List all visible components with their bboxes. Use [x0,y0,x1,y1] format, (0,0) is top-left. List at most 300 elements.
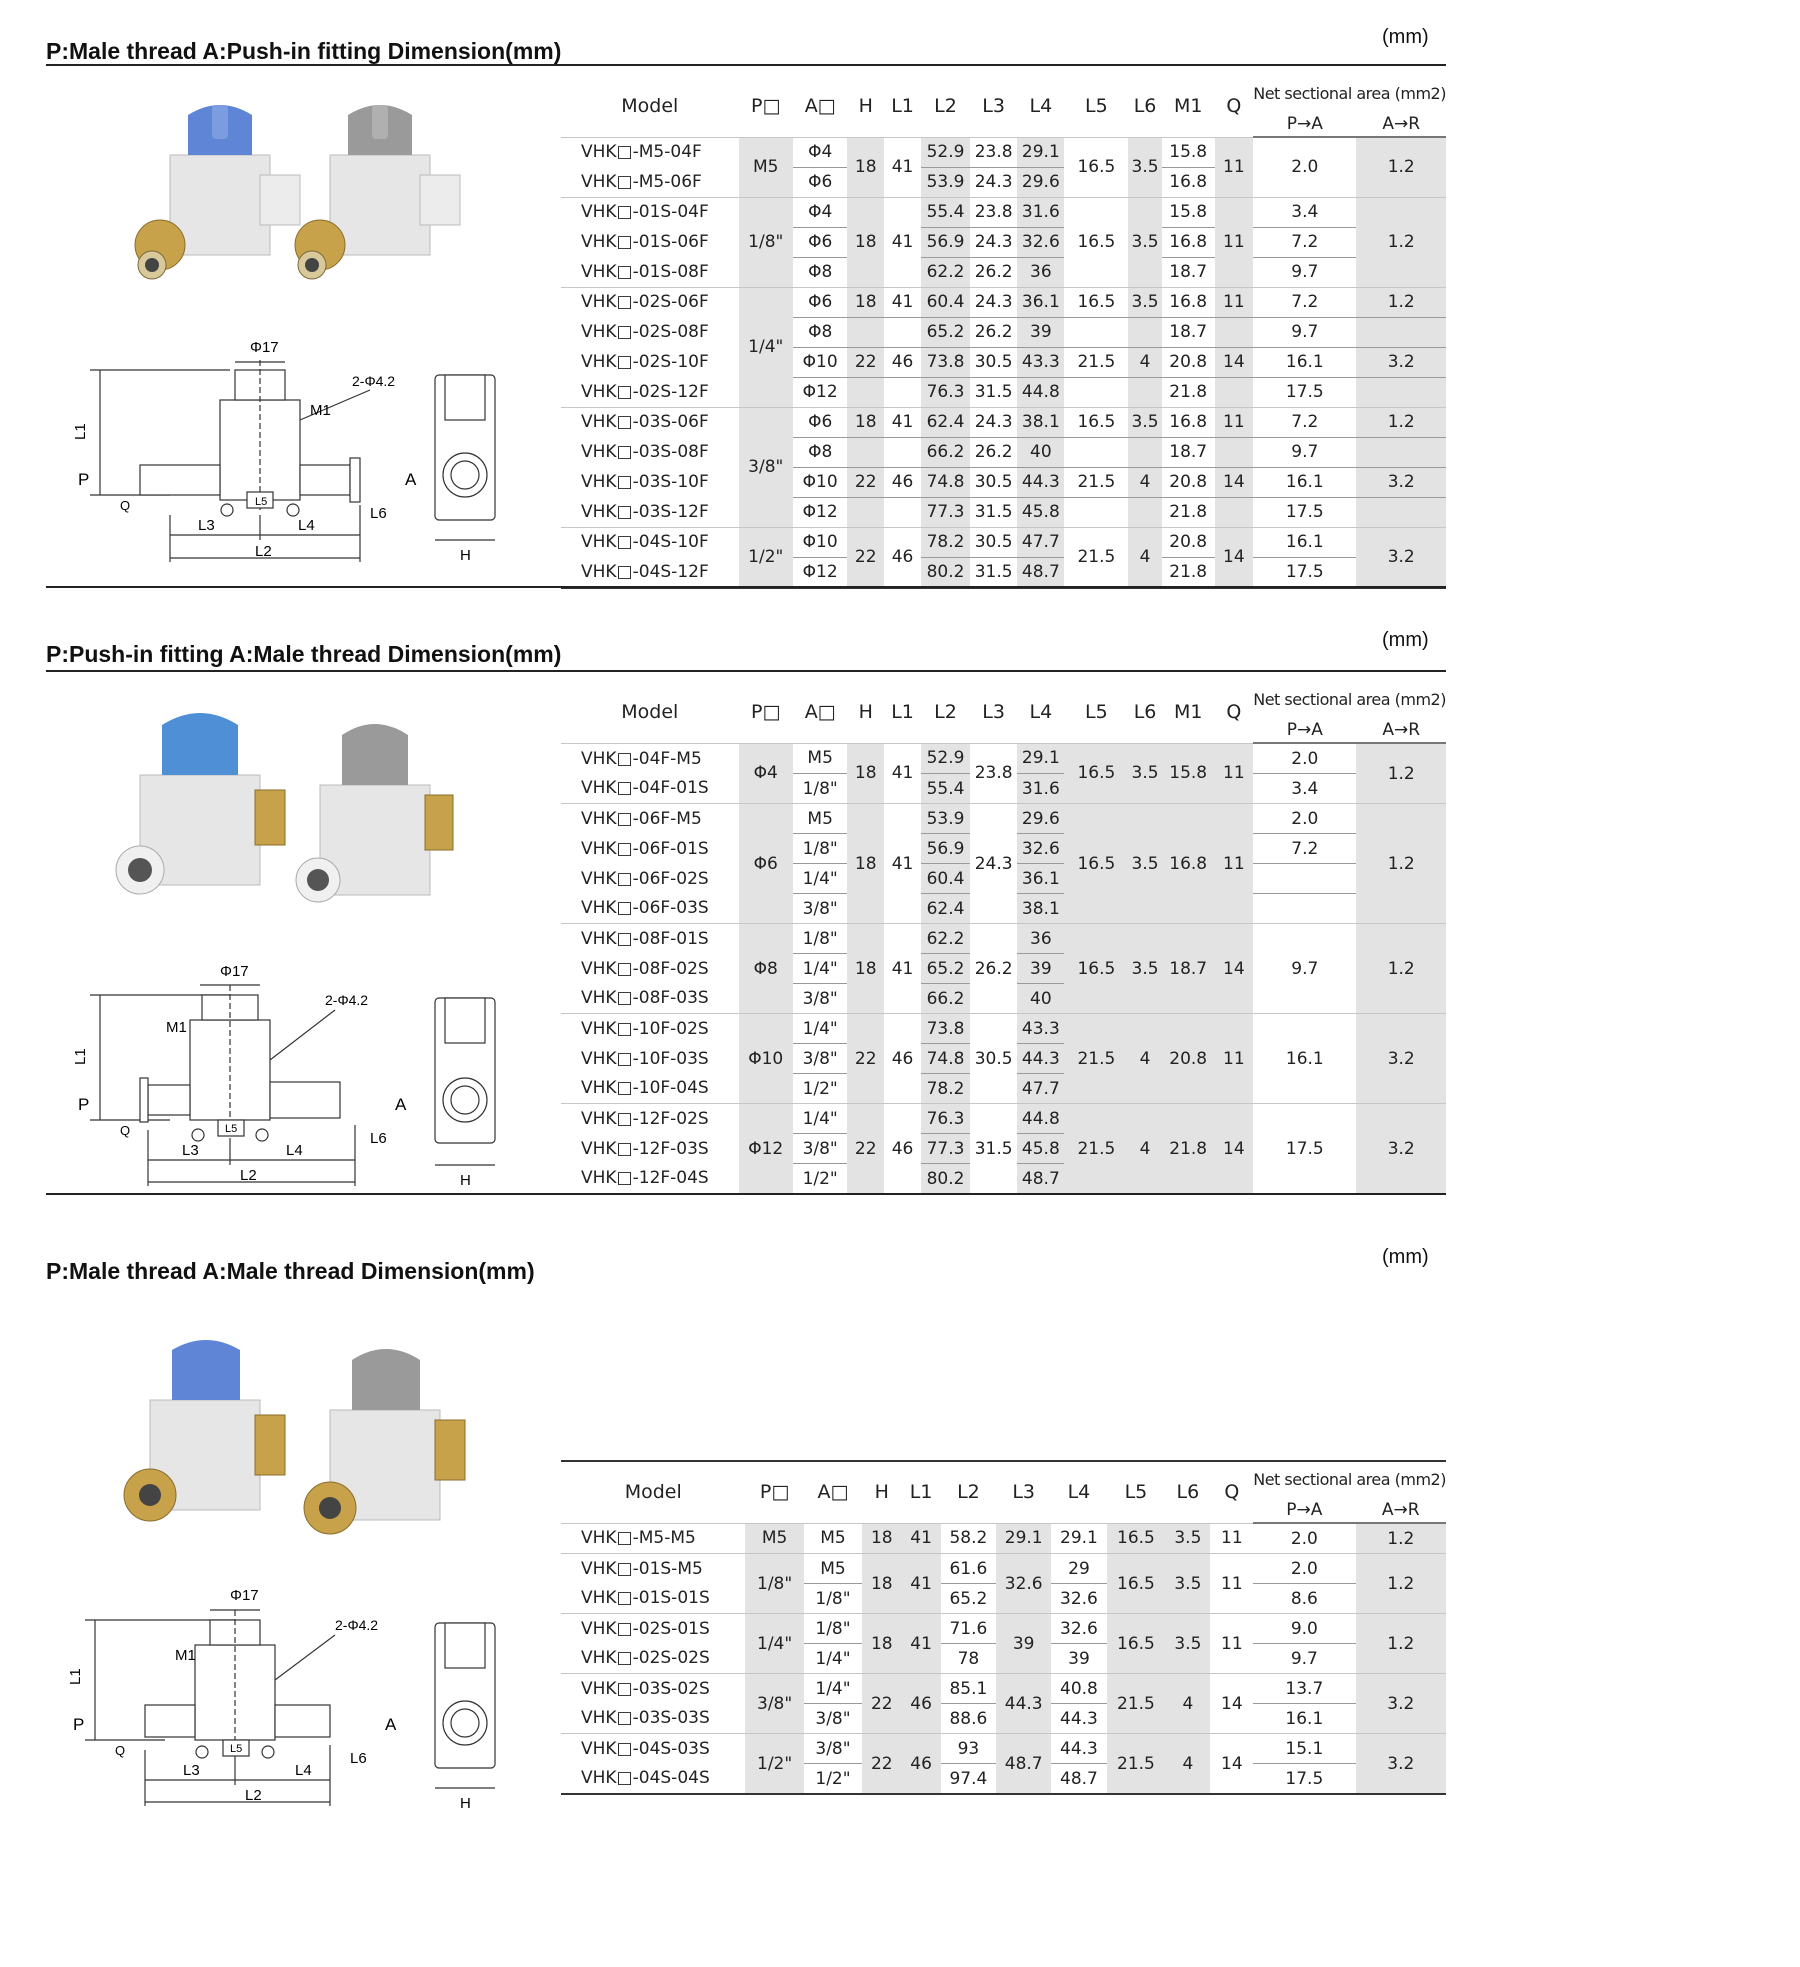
cell-l4: 39 [1017,954,1064,984]
cell-p: Φ6 [739,804,793,924]
cell-ar: 1.2 [1356,407,1446,437]
l4-label: L4 [295,1762,312,1779]
l3-label: L3 [183,1762,200,1779]
l4-label: L4 [286,1142,303,1159]
cell-l3: 24.3 [970,804,1017,924]
col-m1: M1 [1173,95,1203,118]
cell-l2: 65.2 [921,954,970,984]
cell-l1: 41 [884,407,921,437]
cell-pa: 17.5 [1253,377,1356,407]
table-row [561,227,1446,257]
cell-q: 11 [1215,743,1254,804]
cell-l3: 48.7 [996,1734,1051,1795]
cell-p: 1/8" [739,197,793,287]
cell-model: VHK□-08F-03S [581,988,709,1009]
cell-l6: 4 [1128,1014,1161,1104]
cell-l4: 38.1 [1017,894,1064,924]
cell-model: VHK□-03S-06F [561,407,739,437]
col-net-area: Net sectional area (mm2) [1253,1461,1446,1498]
cell-l5: 16.5 [1064,287,1128,317]
cell-l5: 16.5 [1107,1614,1166,1674]
cell-model: VHK□-03S-03S [581,1708,710,1729]
cell-l2: 62.2 [921,257,970,287]
cell-q [1215,497,1254,527]
cell-q: 14 [1215,1104,1254,1195]
cell-l6: 4 [1165,1674,1210,1734]
cell-h: 22 [862,1734,901,1795]
col-l3: L3 [982,95,1005,118]
cell-q: 14 [1210,1674,1253,1734]
section-1-bottom-rule [46,586,1446,588]
cell-l2: 71.6 [941,1614,996,1644]
cell-l2: 85.1 [941,1674,996,1704]
m1-label: M1 [175,1647,196,1664]
cell-h: 22 [847,527,884,588]
table-row [561,1523,1446,1554]
cell-a: 1/4" [804,1674,862,1704]
col-l6: L6 [1133,701,1157,724]
cell-pa: 9.0 [1253,1614,1355,1644]
cell-l4: 36.1 [1017,287,1064,317]
cell-model: VHK□-02S-06F [561,287,739,317]
cell-l6 [1128,317,1161,347]
cell-l5: 16.5 [1064,743,1128,804]
cell-l3: 31.5 [970,557,1017,588]
table-row [561,137,1446,167]
cell-h: 22 [847,347,884,377]
q-label: Q [120,498,131,513]
cell-l4: 48.7 [1017,557,1064,588]
cell-pa: 2.0 [1253,137,1356,197]
cell-pa [1253,894,1356,924]
section-3-title: P:Male thread A:Male thread Dimension(mm) [46,1258,535,1284]
cell-h [847,437,884,467]
cell-h [847,377,884,407]
cell-pa: 9.7 [1253,317,1356,347]
cell-l2: 62.4 [921,407,970,437]
cell-l1: 46 [884,527,921,588]
cell-h: 18 [847,287,884,317]
hole-label: 2-Φ4.2 [335,1617,379,1633]
cell-l4: 29 [1051,1554,1106,1584]
cell-l4: 38.1 [1017,407,1064,437]
cell-l2: 65.2 [941,1584,996,1614]
cell-l4: 36 [1017,924,1064,954]
col-a: A□ [804,95,836,118]
cell-l1: 41 [884,743,921,804]
cell-l4: 44.8 [1017,377,1064,407]
cell-m1: 16.8 [1162,167,1215,197]
cell-model: VHK□-10F-02S [561,1014,739,1044]
cell-l2: 62.2 [921,924,970,954]
cell-l4: 32.6 [1017,227,1064,257]
cell-m1: 21.8 [1162,497,1215,527]
cell-a: Φ10 [793,527,847,557]
cell-l3: 26.2 [970,924,1017,1014]
col-ar: A→R [1356,1498,1446,1523]
col-p: P□ [751,95,781,118]
section-2-bottom-rule [46,1193,1446,1195]
cell-m1: 16.8 [1162,287,1215,317]
cell-l1: 46 [884,1104,921,1195]
col-l1: L1 [891,701,914,724]
cell-l4: 43.3 [1017,347,1064,377]
cell-a: M5 [804,1523,862,1554]
cell-a: Φ8 [793,257,847,287]
cell-model: VHK□-10F-03S [581,1048,709,1069]
cell-q: 11 [1215,197,1254,287]
cell-l6: 3.5 [1128,924,1161,1014]
cell-pa: 2.0 [1253,1554,1355,1584]
cell-pa: 9.7 [1253,1644,1355,1674]
cell-pa: 17.5 [1253,557,1356,588]
cell-p: 1/8" [745,1554,803,1614]
cell-model: VHK□-04F-01S [581,778,709,799]
cell-pa: 16.1 [1253,527,1356,557]
col-l5: L5 [1085,95,1108,118]
cell-l2: 78 [941,1644,996,1674]
cell-ar: 1.2 [1356,197,1446,287]
cell-l1 [884,497,921,527]
hole-label: 2-Φ4.2 [352,373,396,389]
l5-label: L5 [225,1123,238,1135]
table-row [561,1104,1446,1134]
cell-a: Φ6 [793,167,847,197]
cell-q: 14 [1215,527,1254,588]
cell-l4: 44.8 [1017,1104,1064,1134]
cell-l4: 39 [1051,1644,1106,1674]
a-label: A [395,1095,407,1114]
cell-a: Φ6 [793,407,847,437]
cell-l2: 61.6 [941,1554,996,1584]
cell-l2: 73.8 [921,347,970,377]
cell-q: 11 [1215,137,1254,197]
cell-l1: 41 [884,287,921,317]
cell-a: 3/8" [793,894,847,924]
section-3-dimension-drawing [65,1580,505,1820]
cell-p: 1/2" [745,1734,803,1795]
cell-l6: 3.5 [1128,137,1161,197]
cell-l2: 80.2 [921,557,970,588]
cell-l2: 78.2 [921,527,970,557]
section-3 [0,1220,1800,1840]
table-row [561,557,1446,588]
h-label: H [460,1795,471,1812]
l5-label: L5 [255,496,268,508]
cell-l6: 4 [1128,527,1161,588]
cell-a: Φ12 [793,497,847,527]
cell-l5 [1064,437,1128,467]
cell-l4: 31.6 [1017,197,1064,227]
col-l1: L1 [901,1461,940,1523]
cell-l1 [884,437,921,467]
col-l2: L2 [934,701,957,724]
cell-m1: 18.7 [1162,437,1215,467]
cell-a: 1/4" [793,954,847,984]
cell-pa: 17.5 [1253,1104,1356,1195]
table-row [561,1554,1446,1584]
cell-m1: 16.8 [1162,804,1215,924]
col-h: H [858,701,873,724]
cell-l6 [1128,437,1161,467]
cell-l4: 44.3 [1051,1734,1106,1764]
cell-l2: 65.2 [921,317,970,347]
cell-q [1215,317,1254,347]
cell-ar: 1.2 [1356,1614,1446,1674]
col-h: H [858,95,873,118]
cell-l4: 29.1 [1017,743,1064,774]
col-l6: L6 [1133,95,1157,118]
cell-l4: 44.3 [1051,1704,1106,1734]
cell-l3: 30.5 [970,467,1017,497]
cell-pa: 15.1 [1253,1734,1355,1764]
cell-pa: 2.0 [1253,804,1356,834]
cell-model: VHK□-06F-02S [581,868,709,889]
cell-pa: 16.1 [1253,1014,1356,1104]
col-q: Q [1226,95,1242,118]
cell-model: VHK□-01S-01S [581,1588,710,1609]
cell-l1: 46 [884,467,921,497]
table-row [561,1614,1446,1644]
cell-l1: 46 [884,1014,921,1104]
cell-l2: 53.9 [921,167,970,197]
table-row [561,347,1446,377]
cell-ar: 1.2 [1356,137,1446,197]
cell-l5: 16.5 [1107,1554,1166,1614]
cell-q: 11 [1215,1014,1254,1104]
table-row [561,437,1446,467]
cell-l4: 48.7 [1017,1164,1064,1195]
cell-l1: 41 [884,197,921,287]
l6-label: L6 [370,1130,387,1147]
cell-ar: 3.2 [1356,1674,1446,1734]
col-l5: L5 [1107,1461,1166,1523]
cell-l3: 26.2 [970,317,1017,347]
cell-l5: 21.5 [1107,1734,1166,1795]
cell-model: VHK□-02S-10F [581,352,709,372]
cell-l5: 16.5 [1064,804,1128,924]
cell-l1 [884,317,921,347]
col-q: Q [1210,1461,1253,1523]
l6-label: L6 [370,505,387,522]
col-q: Q [1226,701,1242,724]
cell-pa: 9.7 [1253,924,1356,1014]
cell-l2: 88.6 [941,1704,996,1734]
cell-l2: 55.4 [921,197,970,227]
cell-model: VHK□-03S-08F [581,442,709,462]
cell-ar [1356,437,1446,467]
table-row [561,257,1446,287]
p-label: P [73,1715,85,1734]
cell-l2: 56.9 [921,227,970,257]
valve-gray-icon [295,105,460,279]
l3-label: L3 [182,1142,199,1159]
cell-l2: 66.2 [921,984,970,1014]
h-label: H [460,1172,471,1189]
cell-a: 1/2" [804,1764,862,1795]
cell-ar [1356,497,1446,527]
cell-h: 18 [847,924,884,1014]
cell-p: 3/8" [745,1674,803,1734]
cell-l4: 47.7 [1017,527,1064,557]
cell-l6: 3.5 [1165,1614,1210,1674]
col-model: Model [621,95,679,118]
cell-h [847,497,884,527]
cell-l3: 24.3 [970,407,1017,437]
cell-h: 18 [862,1554,901,1614]
cell-m1: 20.8 [1162,527,1215,557]
cell-ar [1356,377,1446,407]
cell-l6: 3.5 [1165,1554,1210,1614]
col-net-area: Net sectional area (mm2) [1253,84,1446,103]
a-label: A [385,1715,397,1734]
cell-a: Φ12 [793,557,847,588]
cell-model: VHK□-01S-M5 [561,1554,745,1584]
cell-h: 18 [847,407,884,437]
cell-model: VHK□-M5-04F [561,137,739,167]
l5-label: L5 [230,1743,243,1755]
cell-pa: 16.1 [1253,1704,1355,1734]
cell-p: Φ4 [739,743,793,804]
cell-l3: 24.3 [970,287,1017,317]
table-row [561,1674,1446,1704]
table-row [561,924,1446,954]
cell-a: 1/4" [793,1014,847,1044]
cell-l1: 41 [901,1614,940,1674]
col-model: Model [561,1461,745,1523]
cell-p: M5 [739,137,793,197]
cell-h: 18 [862,1523,901,1554]
cell-ar: 3.2 [1356,1014,1446,1104]
cell-a: 1/4" [804,1644,862,1674]
cell-l1: 46 [901,1674,940,1734]
cell-l3: 30.5 [970,527,1017,557]
table-row [561,287,1446,317]
cell-q: 11 [1215,287,1254,317]
section-2 [0,605,1800,1205]
cell-a: 1/4" [793,1104,847,1134]
cell-model: VHK□-01S-06F [581,232,709,252]
cell-l4: 29.6 [1017,167,1064,197]
cell-model: VHK□-06F-03S [581,898,709,919]
cell-a: Φ6 [793,227,847,257]
cell-l3: 30.5 [970,1014,1017,1104]
cell-q: 11 [1215,407,1254,437]
cell-m1: 18.7 [1162,924,1215,1014]
cell-l3: 23.8 [970,743,1017,804]
section-1-product-photo [120,95,500,295]
cell-l4: 36 [1017,257,1064,287]
col-l1: L1 [891,95,914,118]
cell-l3: 31.5 [970,497,1017,527]
cell-h [847,317,884,347]
cell-a: 1/8" [793,924,847,954]
table-row [561,1014,1446,1044]
cell-l1 [884,377,921,407]
cell-l2: 76.3 [921,377,970,407]
cell-model: VHK□-04S-12F [581,561,709,582]
cell-l4: 40 [1017,437,1064,467]
cell-model: VHK□-M5-06F [581,171,702,192]
cell-l1: 46 [884,347,921,377]
cell-p: Φ10 [739,1014,793,1104]
cell-ar: 3.2 [1356,527,1446,588]
col-ar: A→R [1356,112,1446,137]
cell-a: 1/8" [804,1614,862,1644]
cell-a: 3/8" [804,1704,862,1734]
cell-l2: 62.4 [921,894,970,924]
cell-pa: 17.5 [1253,1764,1355,1795]
section-2-table [561,682,1446,1195]
cell-l6: 4 [1165,1734,1210,1795]
cell-l4: 48.7 [1051,1764,1106,1795]
cell-l4: 29.1 [1051,1523,1106,1554]
cell-pa: 7.2 [1253,834,1356,864]
cell-l2: 52.9 [921,137,970,167]
cell-model: VHK□-03S-02S [561,1674,745,1704]
cell-l6: 3.5 [1128,287,1161,317]
col-pa: P→A [1253,718,1356,743]
cell-l6: 4 [1128,467,1161,497]
section-2-table-wrap [561,682,1446,1195]
cell-ar: 1.2 [1356,1554,1446,1614]
cell-pa: 3.4 [1253,774,1356,804]
cell-l3: 29.1 [996,1523,1051,1554]
cell-l3: 30.5 [970,347,1017,377]
cell-l4: 40 [1017,984,1064,1014]
cell-l6: 3.5 [1165,1523,1210,1554]
cell-l5: 21.5 [1064,467,1128,497]
section-1-title: P:Male thread A:Push-in fitting Dimension(mm) [46,38,562,64]
cell-h: 18 [847,743,884,804]
cell-a: 1/2" [793,1074,847,1104]
col-l5: L5 [1085,701,1108,724]
cell-l2: 77.3 [921,1134,970,1164]
cell-l5: 16.5 [1064,924,1128,1014]
cell-l5: 16.5 [1064,137,1128,197]
table-row [561,804,1446,834]
cell-l2: 60.4 [921,287,970,317]
cell-l2: 58.2 [941,1523,996,1554]
cell-h: 22 [862,1674,901,1734]
cell-p: 3/8" [739,407,793,527]
cell-l2: 74.8 [921,1044,970,1074]
cell-m1: 16.8 [1162,407,1215,437]
cell-model: VHK□-01S-08F [581,261,709,282]
cell-l4: 47.7 [1017,1074,1064,1104]
cell-model: VHK□-08F-02S [581,958,709,979]
cell-a: 1/2" [793,1164,847,1195]
cell-l4: 45.8 [1017,1134,1064,1164]
hole-label: 2-Φ4.2 [325,992,369,1008]
col-l4: L4 [1029,701,1053,724]
cell-h: 22 [847,1104,884,1195]
cell-a: M5 [793,743,847,774]
section-3-table-wrap [561,1460,1446,1795]
cell-h: 18 [847,137,884,197]
cell-l6: 3.5 [1128,407,1161,437]
cell-a: 1/4" [793,864,847,894]
cell-m1: 20.8 [1162,1014,1215,1104]
cell-model: VHK□-02S-01S [561,1614,745,1644]
l2-label: L2 [255,543,272,560]
cell-l1: 41 [884,804,921,924]
cell-model: VHK□-02S-12F [581,381,709,402]
m1-label: M1 [166,1019,187,1036]
col-p: P□ [745,1461,803,1523]
l6-label: L6 [350,1750,367,1767]
col-a: A□ [804,1461,862,1523]
